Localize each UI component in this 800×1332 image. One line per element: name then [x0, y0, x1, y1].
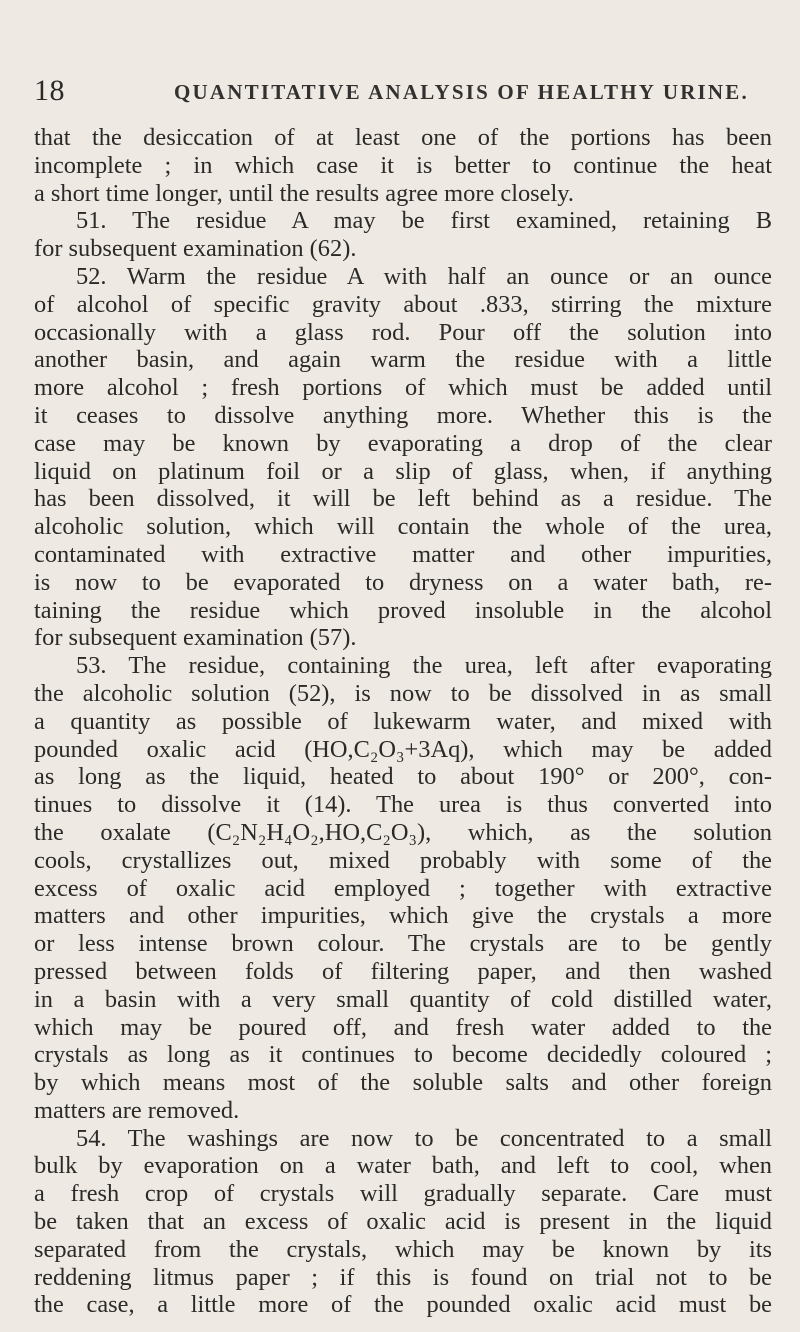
text-line: which may be poured off, and fresh water added to the — [34, 1013, 772, 1041]
text-line: reddening litmus paper ; if this is found on trial not to be — [34, 1263, 772, 1291]
text-line: of alcohol of specific gravity about .833, stirring the mixture — [34, 290, 772, 318]
running-head — [34, 74, 774, 110]
text-line: it ceases to dissolve anything more. Whether this is the — [34, 401, 772, 429]
text-line: excess of oxalic acid employed ; together with extractive — [34, 874, 772, 902]
text-line: has been dissolved, it will be left behind as a residue. The — [34, 485, 772, 513]
text-line: pressed between folds of filtering paper, and then washed — [34, 957, 772, 985]
text-line: for subsequent examination (62). — [34, 235, 357, 263]
text-line: crystals as long as it continues to become decidedly coloured ; — [34, 1041, 772, 1069]
text-line: for subsequent examination (57). — [34, 624, 357, 652]
text-line: be taken that an excess of oxalic acid is present in the liquid — [34, 1208, 772, 1236]
text-line: tinues to dissolve it (14). The urea is thus converted into — [34, 791, 772, 819]
text-line: another basin, and again warm the residue with a little — [34, 346, 772, 374]
paragraph-51-start: 51. The residue A may be first examined, retaining B — [76, 207, 772, 235]
text-line: matters and other impurities, which give the crystals a more — [34, 902, 772, 930]
text-line: cools, crystallizes out, mixed probably with some of the — [34, 846, 772, 874]
formula-line: the oxalate (C₂N₂H₄O₂,HO,C₂O₃), which, as the solution — [34, 818, 772, 846]
paragraph-52-start: 52. Warm the residue A with half an ounce or an ounce — [76, 262, 772, 290]
text-line: matters are removed. — [34, 1096, 240, 1124]
body-text — [34, 124, 772, 1319]
text-line: or less intense brown colour. The crystals are to be gently — [34, 930, 772, 958]
text-line: that the desiccation of at least one of the portions has been — [34, 124, 772, 151]
text-line: more alcohol ; fresh portions of which must be added until — [34, 374, 772, 402]
paragraph-53-start: 53. The residue, containing the urea, left after evaporating — [76, 652, 772, 680]
text-line: contaminated with extractive matter and other impurities, — [34, 540, 772, 568]
text-line: separated from the crystals, which may be known by its — [34, 1235, 772, 1263]
text-line: a fresh crop of crystals will gradually separate. Care must — [34, 1180, 772, 1208]
text-line: a quantity as possible of lukewarm water, and mixed with — [34, 707, 772, 735]
text-line: the case, a little more of the pounded oxalic acid must be — [34, 1291, 772, 1319]
formula-line: pounded oxalic acid (HO,C₂O₃+3Aq), which may be added — [34, 735, 772, 763]
text-line: in a basin with a very small quantity of cold distilled water, — [34, 985, 772, 1013]
text-line: is now to be evaporated to dryness on a water bath, re- — [34, 568, 772, 596]
text-line: the alcoholic solution (52), is now to be dissolved in as small — [34, 679, 772, 707]
text-line: occasionally with a glass rod. Pour off the solution into — [34, 318, 772, 346]
text-line: liquid on platinum foil or a slip of glass, when, if anything — [34, 457, 772, 485]
text-line: by which means most of the soluble salts and other foreign — [34, 1069, 772, 1097]
running-title: QUANTITATIVE ANALYSIS OF HEALTHY URINE. — [174, 80, 749, 104]
text-line: a short time longer, until the results agree more closely. — [34, 179, 574, 207]
paragraph-54-start: 54. The washings are now to be concentrated to a small — [76, 1124, 772, 1152]
text-line: as long as the liquid, heated to about 190° or 200°, con- — [34, 763, 772, 791]
text-line: taining the residue which proved insoluble in the alcohol — [34, 596, 772, 624]
text-line: case may be known by evaporating a drop of the clear — [34, 429, 772, 457]
text-line: incomplete ; in which case it is better to continue the heat — [34, 151, 772, 179]
text-line: alcoholic solution, which will contain the whole of the urea, — [34, 513, 772, 541]
page-number: 18 — [34, 74, 65, 107]
text-line: bulk by evaporation on a water bath, and left to cool, when — [34, 1152, 772, 1180]
